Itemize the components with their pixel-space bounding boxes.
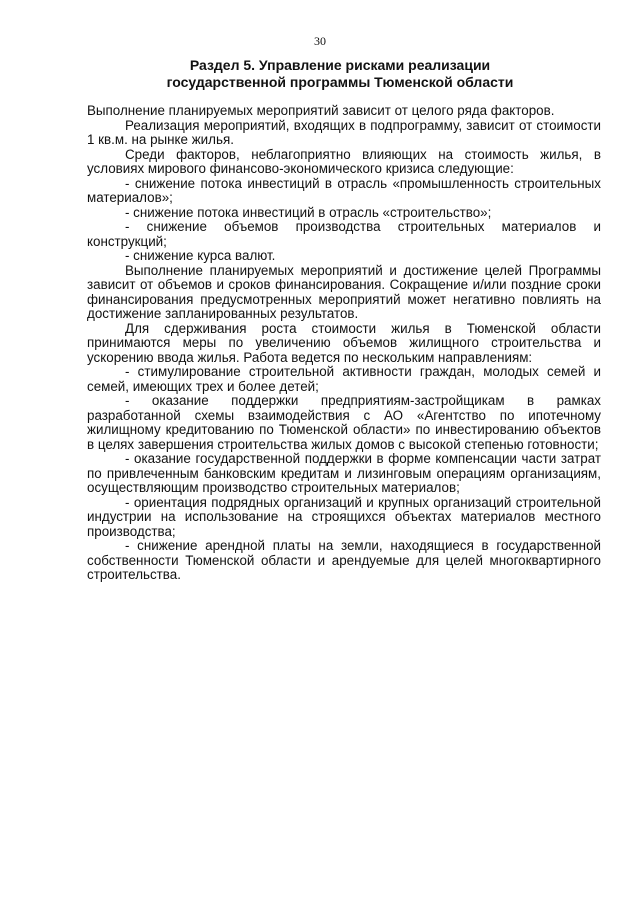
paragraph: Выполнение планируемых мероприятий зависит от целого ряда факторов. bbox=[87, 103, 555, 118]
paragraph: Для сдерживания роста стоимости жилья в Тюменской области принимаются меры по увеличению объемов жилищного строительства и ускорению ввода жилья. Работа ведется по нескольким направлениям: bbox=[87, 320, 601, 365]
section-heading bbox=[60, 57, 620, 91]
list-item: - снижение потока инвестиций в отрасль «промышленность строительных материалов»; bbox=[87, 175, 601, 205]
list-item: - снижение потока инвестиций в отрасль «строительство»; bbox=[125, 204, 492, 220]
paragraph: Среди факторов, неблагоприятно влияющих на стоимость жилья, в условиях мирового финансово-экономического кризиса следующие: bbox=[87, 146, 601, 176]
list-item: - стимулирование строительной активности граждан, молодых семей и семей, имеющих трех и более детей; bbox=[87, 364, 601, 394]
section-heading-line-1: Раздел 5. Управление рисками реализации bbox=[189, 57, 491, 73]
list-item: - снижение арендной платы на земли, находящиеся в государственной собственности Тюменской области и арендуемые для целей многоквартирного строительства. bbox=[87, 538, 601, 582]
paragraph: Выполнение планируемых мероприятий и достижение целей Программы зависит от объемов и сроков финансирования. Сокращение и/или поздние сроки финансирования предусмотренных мероприятий может негативно повлиять на достижение запланированных результатов. bbox=[87, 262, 601, 321]
page-number: 30 bbox=[314, 34, 326, 48]
list-item: - снижение объемов производства строительных материалов и конструкций; bbox=[87, 219, 601, 249]
section-heading-line-2: государственной программы Тюменской области bbox=[166, 74, 514, 90]
body-text bbox=[87, 104, 601, 583]
paragraph: Реализация мероприятий, входящих в подпрограмму, зависит от стоимости 1 кв.м. на рынке жилья. bbox=[87, 117, 601, 147]
list-item: - ориентация подрядных организаций и крупных организаций строительной индустрии на использование на строящихся объектах материалов местного производства; bbox=[87, 494, 601, 539]
list-item: - снижение курса валют. bbox=[125, 248, 276, 263]
list-item: - оказание поддержки предприятиям-застройщикам в рамках разработанной схемы взаимодействия с АО «Агентство по ипотечному жилищному кредитованию по Тюменской области» по инвестированию объектов в целях завершения строительства жилых домов с высокой степенью готовности; bbox=[87, 393, 601, 452]
list-item: - оказание государственной поддержки в форме компенсации части затрат по привлеченным банковским кредитам и лизинговым операциям организациям, осуществляющим производство строительных материалов; bbox=[87, 451, 601, 495]
